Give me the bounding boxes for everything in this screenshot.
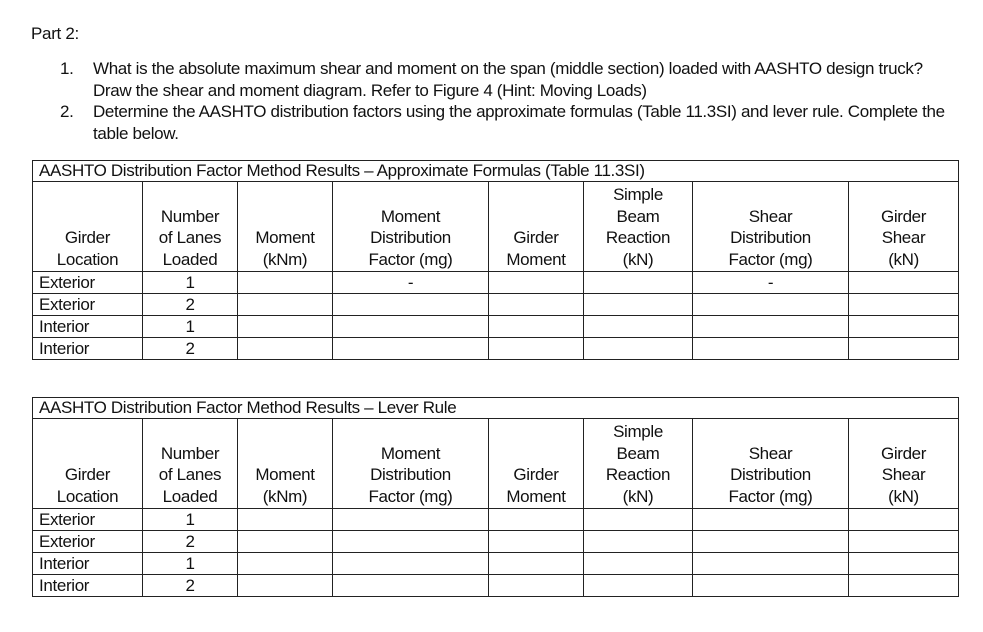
cell-girder-shear	[849, 338, 959, 360]
question-number: 2.	[60, 102, 74, 121]
cell-girder-shear	[849, 294, 959, 316]
header-number-of-lanes: Number of Lanes Loaded	[143, 182, 238, 272]
cell-girder-moment	[489, 272, 584, 294]
cell-girder-shear	[849, 316, 959, 338]
question-item	[60, 58, 960, 101]
header-moment-distribution-factor: Moment Distribution Factor (mg)	[333, 182, 489, 272]
cell-moment-distribution-factor	[333, 294, 489, 316]
table-header-row	[33, 419, 959, 509]
header-shear-distribution-factor: Shear Distribution Factor (mg)	[693, 182, 849, 272]
cell-girder-shear	[849, 531, 959, 553]
cell-simple-beam-reaction	[584, 531, 693, 553]
table-row	[33, 531, 959, 553]
cell-moment-distribution-factor	[333, 338, 489, 360]
cell-simple-beam-reaction	[584, 509, 693, 531]
table-caption: AASHTO Distribution Factor Method Results – Approximate Formulas (Table 11.3SI)	[33, 161, 959, 182]
approximate-formulas-table	[32, 160, 959, 360]
header-girder-moment: Girder Moment	[489, 182, 584, 272]
cell-lanes-loaded: 1	[143, 316, 238, 338]
cell-moment-distribution-factor	[333, 531, 489, 553]
cell-lanes-loaded: 1	[143, 272, 238, 294]
cell-moment	[238, 338, 333, 360]
cell-girder-shear	[849, 509, 959, 531]
header-girder-moment: Girder Moment	[489, 419, 584, 509]
cell-girder-moment	[489, 316, 584, 338]
header-girder-location: Girder Location	[33, 419, 143, 509]
cell-moment	[238, 272, 333, 294]
cell-lanes-loaded: 1	[143, 553, 238, 575]
question-item	[60, 101, 960, 144]
header-simple-beam-reaction: Simple Beam Reaction (kN)	[584, 419, 693, 509]
cell-shear-distribution-factor: -	[693, 272, 849, 294]
table-row	[33, 575, 959, 597]
cell-moment	[238, 294, 333, 316]
cell-moment-distribution-factor	[333, 553, 489, 575]
cell-girder-moment	[489, 338, 584, 360]
cell-shear-distribution-factor	[693, 575, 849, 597]
question-text: What is the absolute maximum shear and moment on the span (middle section) loaded with AASHTO design truck? Draw the shear and moment diagram. Refer to Figure 4 (Hint: Moving Loads)	[93, 59, 923, 100]
cell-moment-distribution-factor: -	[333, 272, 489, 294]
cell-simple-beam-reaction	[584, 575, 693, 597]
cell-lanes-loaded: 2	[143, 338, 238, 360]
cell-girder-moment	[489, 509, 584, 531]
table-row	[33, 509, 959, 531]
cell-girder-location: Interior	[33, 575, 143, 597]
cell-shear-distribution-factor	[693, 553, 849, 575]
cell-girder-location: Interior	[33, 553, 143, 575]
table-row	[33, 338, 959, 360]
cell-girder-moment	[489, 294, 584, 316]
cell-moment	[238, 531, 333, 553]
cell-lanes-loaded: 1	[143, 509, 238, 531]
cell-shear-distribution-factor	[693, 531, 849, 553]
table-row	[33, 553, 959, 575]
cell-moment	[238, 553, 333, 575]
cell-lanes-loaded: 2	[143, 531, 238, 553]
header-moment: Moment (kNm)	[238, 419, 333, 509]
cell-moment-distribution-factor	[333, 509, 489, 531]
header-girder-shear: Girder Shear (kN)	[849, 182, 959, 272]
cell-simple-beam-reaction	[584, 294, 693, 316]
cell-girder-moment	[489, 531, 584, 553]
table-row	[33, 294, 959, 316]
cell-simple-beam-reaction	[584, 338, 693, 360]
cell-girder-location: Exterior	[33, 272, 143, 294]
cell-moment	[238, 509, 333, 531]
cell-simple-beam-reaction	[584, 316, 693, 338]
table-header-row	[33, 182, 959, 272]
cell-shear-distribution-factor	[693, 338, 849, 360]
header-girder-shear: Girder Shear (kN)	[849, 419, 959, 509]
table-row	[33, 316, 959, 338]
cell-lanes-loaded: 2	[143, 294, 238, 316]
cell-girder-moment	[489, 553, 584, 575]
cell-girder-location: Interior	[33, 316, 143, 338]
cell-shear-distribution-factor	[693, 509, 849, 531]
header-moment: Moment (kNm)	[238, 182, 333, 272]
part-title: Part 2:	[31, 24, 79, 43]
question-text: Determine the AASHTO distribution factors using the approximate formulas (Table 11.3SI) and lever rule. Complete the table below.	[93, 102, 945, 143]
header-shear-distribution-factor: Shear Distribution Factor (mg)	[693, 419, 849, 509]
cell-girder-shear	[849, 272, 959, 294]
header-number-of-lanes: Number of Lanes Loaded	[143, 419, 238, 509]
table-row	[33, 272, 959, 294]
lever-rule-table	[32, 397, 959, 597]
cell-moment	[238, 575, 333, 597]
question-number: 1.	[60, 59, 74, 78]
cell-lanes-loaded: 2	[143, 575, 238, 597]
cell-girder-shear	[849, 553, 959, 575]
cell-simple-beam-reaction	[584, 272, 693, 294]
table-caption: AASHTO Distribution Factor Method Results – Lever Rule	[33, 398, 959, 419]
question-list	[60, 58, 960, 144]
cell-simple-beam-reaction	[584, 553, 693, 575]
cell-moment-distribution-factor	[333, 316, 489, 338]
cell-girder-shear	[849, 575, 959, 597]
cell-moment	[238, 316, 333, 338]
cell-girder-location: Exterior	[33, 531, 143, 553]
cell-girder-location: Interior	[33, 338, 143, 360]
cell-girder-location: Exterior	[33, 509, 143, 531]
header-moment-distribution-factor: Moment Distribution Factor (mg)	[333, 419, 489, 509]
header-girder-location: Girder Location	[33, 182, 143, 272]
cell-girder-moment	[489, 575, 584, 597]
cell-girder-location: Exterior	[33, 294, 143, 316]
header-simple-beam-reaction: Simple Beam Reaction (kN)	[584, 182, 693, 272]
cell-shear-distribution-factor	[693, 294, 849, 316]
cell-shear-distribution-factor	[693, 316, 849, 338]
cell-moment-distribution-factor	[333, 575, 489, 597]
